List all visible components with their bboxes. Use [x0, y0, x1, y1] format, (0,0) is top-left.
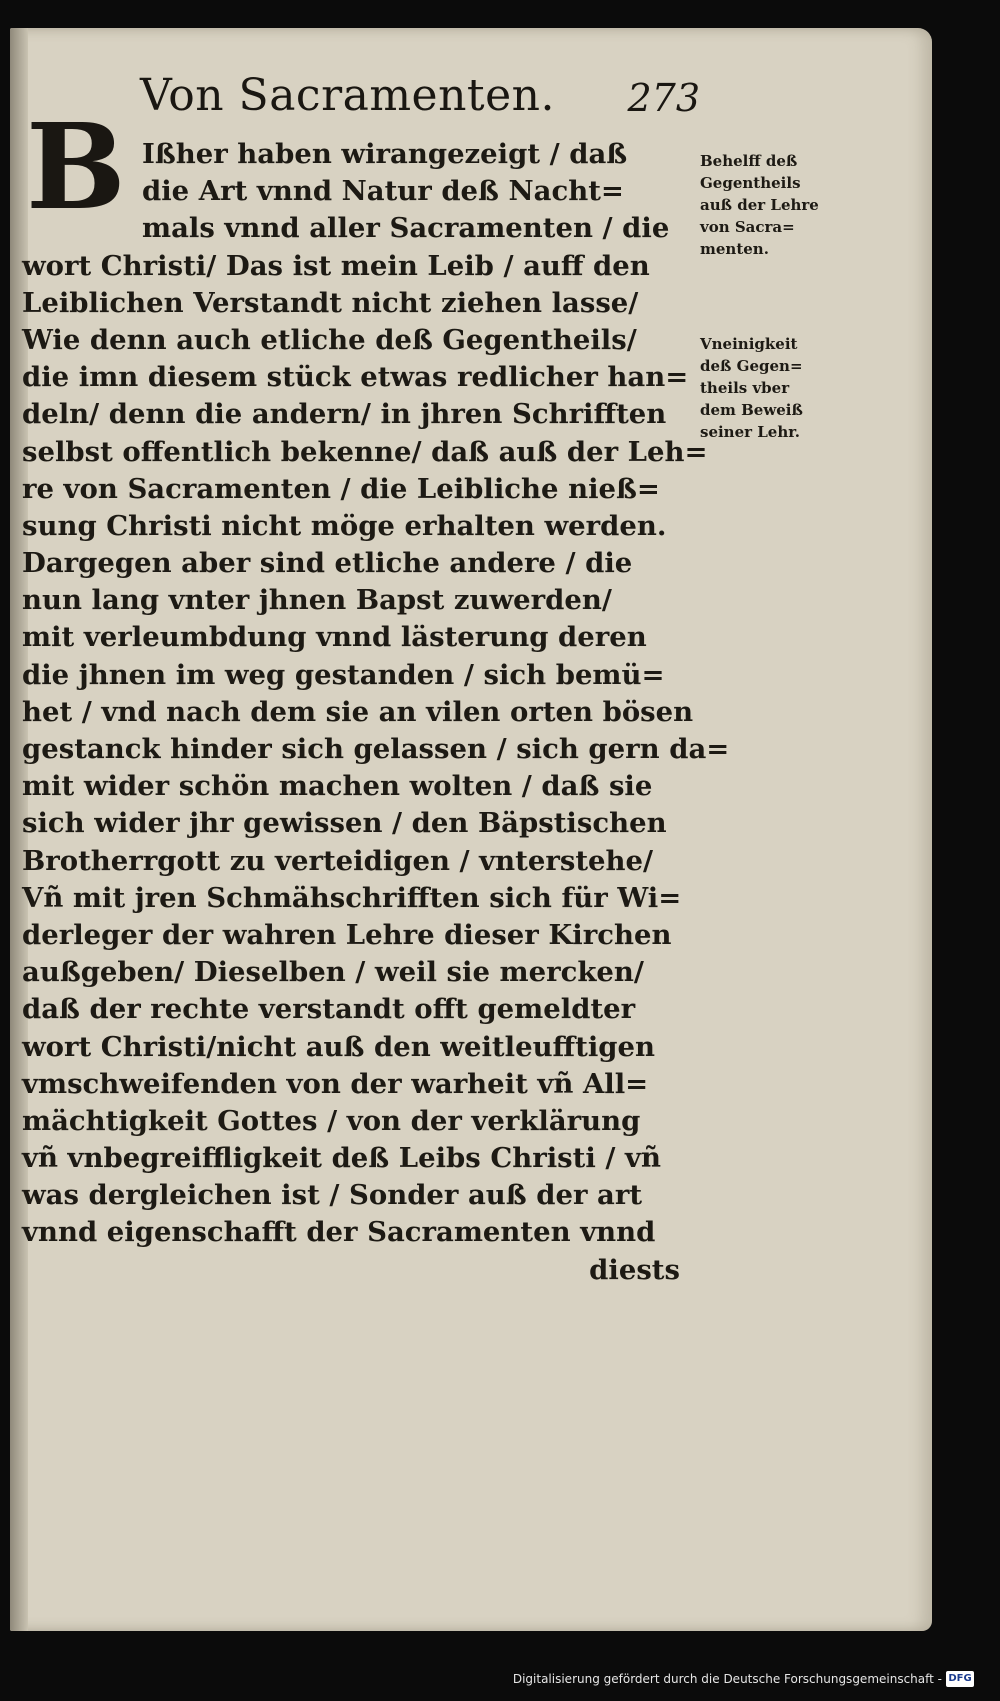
text-line: vnnd eigenschafft der Sacramenten vnnd [22, 1216, 656, 1249]
text-line: die imn diesem stück etwas redlicher han= [22, 361, 689, 394]
text-line: Brotherrgott zu verteidigen / vnterstehe/ [22, 844, 654, 877]
dfg-logo: DFG [946, 1671, 974, 1687]
footer-bar [0, 1662, 1000, 1701]
text-line: gestanck hinder sich gelassen / sich gern da= [22, 733, 730, 765]
marginal-line: menten. [700, 240, 769, 258]
marginal-line: deß Gegen= [700, 357, 803, 375]
text-line: Wie denn auch etliche deß Gegentheils/ [22, 323, 637, 356]
text-line: mächtigkeit Gottes / von der verklärung [22, 1104, 641, 1137]
text-line: nun lang vnter jhnen Bapst zuwerden/ [22, 584, 612, 617]
text-line: mit verleumbdung vnnd lästerung deren [22, 621, 647, 654]
funding-credit: Digitalisierung gefördert durch die Deutsche Forschungsgemeinschaft - [512, 1672, 942, 1686]
marginal-line: Vneinigkeit [700, 335, 798, 353]
text-line: mals vnnd aller Sacramenten / die [142, 212, 670, 245]
text-line: selbst offentlich bekenne/ daß auß der Leh= [22, 435, 708, 468]
text-line: außgeben/ Dieselben / weil sie mercken/ [22, 956, 644, 989]
catchword: diests [589, 1253, 680, 1286]
text-line: deln/ denn die andern/ in jhren Schrifften [22, 398, 667, 431]
page-number: 273 [627, 76, 700, 120]
marginal-line: theils vber [700, 379, 790, 397]
text-line: wort Christi/ Das ist mein Leib / auff den [22, 249, 650, 282]
marginal-line: seiner Lehr. [700, 423, 801, 441]
text-line: het / vnd nach dem sie an vilen orten bösen [22, 695, 694, 728]
text-line: Dargegen aber sind etliche andere / die [22, 547, 633, 580]
text-line: sung Christi nicht möge erhalten werden. [22, 509, 667, 542]
main-text-block [22, 136, 730, 1289]
marginal-line: von Sacra= [700, 218, 795, 236]
marginal-line: auß der Lehre [700, 196, 819, 214]
text-line: vmschweifenden von der warheit vñ All= [22, 1067, 649, 1100]
text-line: sich wider jhr gewissen / den Bäpstischen [22, 807, 667, 840]
text-line: Ißher haben wirangezeigt / daß [142, 138, 628, 170]
text-line: wort Christi/nicht auß den weitleufftigen [22, 1030, 655, 1063]
running-head: Von Sacramenten. [140, 70, 555, 121]
text-line: vñ vnbegreiffligkeit deß Leibs Christi / vñ [22, 1142, 661, 1175]
marginal-line: Gegentheils [700, 174, 801, 192]
text-line: Leiblichen Verstandt nicht ziehen lasse/ [22, 286, 639, 319]
text-line: die Art vnnd Natur deß Nacht= [142, 175, 624, 208]
marginal-line: dem Beweiß [700, 401, 803, 419]
text-line: daß der rechte verstandt offt gemeldter [22, 993, 636, 1026]
text-line: derleger der wahren Lehre dieser Kirchen [22, 918, 672, 951]
text-line: Vñ mit jren Schmähschrifften sich für Wi= [22, 881, 682, 914]
page-header [140, 70, 700, 130]
text-line: mit wider schön machen wolten / daß sie [22, 770, 653, 803]
marginal-line: Behelff deß [700, 152, 798, 170]
marginal-note-2 [700, 333, 830, 443]
text-line: was dergleichen ist / Sonder auß der art [22, 1179, 643, 1212]
marginal-note-1 [700, 150, 830, 260]
drop-cap-initial: B [26, 97, 126, 236]
text-line: die jhnen im weg gestanden / sich bemü= [22, 658, 665, 691]
text-line: re von Sacramenten / die Leibliche nieß= [22, 472, 660, 505]
